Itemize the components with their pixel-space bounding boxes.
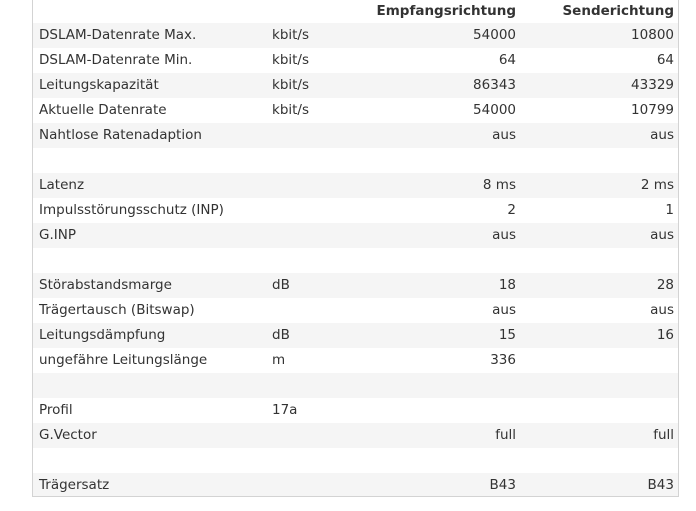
table-row <box>33 48 678 73</box>
row-downstream-value: 2 <box>370 198 520 223</box>
row-downstream-value: 18 <box>370 273 520 298</box>
row-unit: kbit/s <box>270 23 370 48</box>
row-unit <box>270 173 370 198</box>
row-upstream-value <box>520 148 678 173</box>
row-unit <box>270 148 370 173</box>
row-upstream-value: 2 ms <box>520 173 678 198</box>
table-row <box>33 248 678 273</box>
row-upstream-value: B43 <box>520 473 678 497</box>
row-downstream-value <box>370 373 520 398</box>
row-upstream-value: 10799 <box>520 98 678 123</box>
row-downstream-value <box>370 398 520 423</box>
table-row <box>33 323 678 348</box>
header-upstream: Senderichtung <box>562 3 674 19</box>
row-label <box>33 448 270 473</box>
row-downstream-value: 86343 <box>370 73 520 98</box>
row-unit: 17a <box>270 398 370 423</box>
table-header-row <box>33 0 678 23</box>
header-label <box>33 0 270 23</box>
table-row <box>33 173 678 198</box>
row-downstream-value: aus <box>370 298 520 323</box>
table-row <box>33 148 678 173</box>
row-downstream-value: B43 <box>370 473 520 497</box>
row-unit <box>270 448 370 473</box>
row-label: ungefähre Leitungslänge <box>33 348 270 373</box>
row-unit <box>270 198 370 223</box>
row-label: Trägersatz <box>33 473 270 497</box>
header-unit <box>270 0 370 23</box>
row-unit <box>270 373 370 398</box>
row-label: Profil <box>33 398 270 423</box>
row-downstream-value: aus <box>370 123 520 148</box>
table-row <box>33 398 678 423</box>
row-unit <box>270 473 370 497</box>
row-downstream-value: 15 <box>370 323 520 348</box>
row-label: G.Vector <box>33 423 270 448</box>
row-unit: kbit/s <box>270 98 370 123</box>
row-upstream-value <box>520 448 678 473</box>
row-upstream-value: 64 <box>520 48 678 73</box>
dsl-info-panel <box>32 0 679 497</box>
row-downstream-value: 336 <box>370 348 520 373</box>
row-label: Leitungskapazität <box>33 73 270 98</box>
row-downstream-value <box>370 148 520 173</box>
table-row <box>33 23 678 48</box>
row-downstream-value: aus <box>370 223 520 248</box>
table-row <box>33 123 678 148</box>
row-unit: m <box>270 348 370 373</box>
table-row <box>33 473 678 497</box>
row-downstream-value: 54000 <box>370 98 520 123</box>
table-row <box>33 273 678 298</box>
row-downstream-value: 54000 <box>370 23 520 48</box>
row-label <box>33 373 270 398</box>
row-unit <box>270 248 370 273</box>
table-row <box>33 73 678 98</box>
dsl-spectrum-table <box>33 0 678 497</box>
table-row <box>33 348 678 373</box>
table-row <box>33 423 678 448</box>
row-upstream-value: aus <box>520 298 678 323</box>
table-row <box>33 298 678 323</box>
row-label: Aktuelle Datenrate <box>33 98 270 123</box>
row-unit <box>270 223 370 248</box>
table-row <box>33 373 678 398</box>
row-downstream-value: full <box>370 423 520 448</box>
row-label: G.INP <box>33 223 270 248</box>
row-downstream-value: 64 <box>370 48 520 73</box>
row-upstream-value: 28 <box>520 273 678 298</box>
row-downstream-value <box>370 448 520 473</box>
row-upstream-value <box>520 248 678 273</box>
row-upstream-value: 16 <box>520 323 678 348</box>
row-label: Impulsstörungsschutz (INP) <box>33 198 270 223</box>
row-label <box>33 248 270 273</box>
row-label: Latenz <box>33 173 270 198</box>
row-unit: dB <box>270 273 370 298</box>
row-unit: kbit/s <box>270 48 370 73</box>
row-upstream-value <box>520 398 678 423</box>
row-unit <box>270 423 370 448</box>
row-upstream-value: aus <box>520 123 678 148</box>
table-row <box>33 198 678 223</box>
row-upstream-value: aus <box>520 223 678 248</box>
row-unit <box>270 123 370 148</box>
row-label: DSLAM-Datenrate Min. <box>33 48 270 73</box>
row-label <box>33 148 270 173</box>
row-downstream-value <box>370 248 520 273</box>
row-upstream-value: full <box>520 423 678 448</box>
table-row <box>33 98 678 123</box>
table-row <box>33 223 678 248</box>
row-label: Leitungsdämpfung <box>33 323 270 348</box>
row-label: Störabstandsmarge <box>33 273 270 298</box>
row-upstream-value: 1 <box>520 198 678 223</box>
row-unit: kbit/s <box>270 73 370 98</box>
row-upstream-value <box>520 373 678 398</box>
row-upstream-value <box>520 348 678 373</box>
row-unit <box>270 298 370 323</box>
table-row <box>33 448 678 473</box>
row-unit: dB <box>270 323 370 348</box>
row-upstream-value: 43329 <box>520 73 678 98</box>
row-label: Nahtlose Ratenadaption <box>33 123 270 148</box>
row-upstream-value: 10800 <box>520 23 678 48</box>
row-downstream-value: 8 ms <box>370 173 520 198</box>
row-label: Trägertausch (Bitswap) <box>33 298 270 323</box>
row-label: DSLAM-Datenrate Max. <box>33 23 270 48</box>
header-downstream: Empfangsrichtung <box>376 3 516 19</box>
